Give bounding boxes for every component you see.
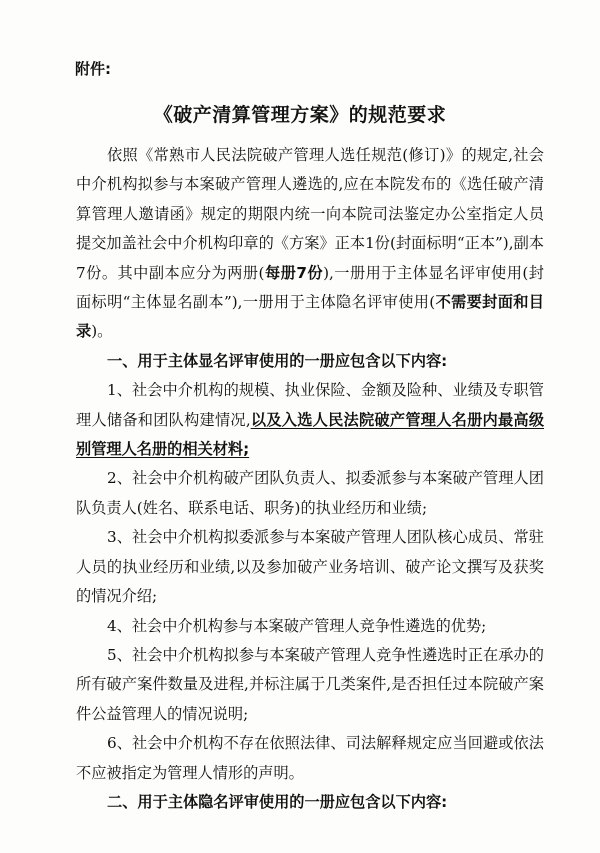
intro-text-3: )。: [91, 322, 113, 341]
intro-bold-1: 每册7份: [264, 263, 324, 282]
intro-text-2: ),一册用于主体显名评审使用(封面标明“主体显名副本”),一册用于主体隐名评审使用(: [76, 263, 544, 312]
list-item-6: 6、社会中介机构不存在依照法律、司法解释规定应当回避或依法不应被指定为管理人情形的声明。: [76, 734, 544, 782]
list-item-4: 4、社会中介机构参与本案破产管理人竞争性遴选的优势;: [107, 616, 487, 635]
intro-bold-2: 不需要封面和目录: [76, 293, 544, 341]
intro-paragraph: [76, 141, 544, 347]
intro-text-1: 依照《常熟市人民法院破产管理人选任规范(修订)》的规定,社会中介机构拟参与本案破产管理人遴选的,应在本院发布的《选任破产清算管理人邀请函》规定的期限内统一向本院司法鉴定办公室指定人员提交加盖社会中介机构印章的《方案》正本1份(封面标明“正本”),副本7份。其中副本应分为两册(: [76, 146, 544, 282]
document-body: [76, 141, 544, 817]
list-item-1-emphasis: 以及入选人民法院破产管理人名册内最高级别管理人名册的相关材料;: [76, 410, 545, 459]
list-item-1: [76, 376, 544, 464]
list-item-3: 3、社会中介机构拟委派参与本案破产管理人团队核心成员、常驻人员的执业经历和业绩,以及参加破产业务培训、破产论文撰写及获奖的情况介绍;: [76, 528, 544, 606]
list-item-5: 5、社会中介机构拟参与本案破产管理人竞争性遴选时正在承办的所有破产案件数量及进程,并标注属于几类案件,是否担任过本院破产案件公益管理人的情况说明;: [76, 645, 544, 723]
list-item-1-text: 1、社会中介机构的规模、执业保险、金额及险种、业绩及专职管理人储备和团队构建情况,: [76, 381, 544, 429]
section-2-heading: 二、用于主体隐名评审使用的一册应包含以下内容:: [107, 792, 448, 811]
attachment-label: 附件:: [75, 60, 111, 78]
document-title: 《破产清算管理方案》的规范要求: [153, 104, 447, 126]
section-1-heading: 一、用于主体显名评审使用的一册应包含以下内容:: [107, 351, 448, 370]
list-item-2: 2、社会中介机构破产团队负责人、拟委派参与本案破产管理人团队负责人(姓名、联系电话、职务)的执业经历和业绩;: [76, 469, 544, 517]
